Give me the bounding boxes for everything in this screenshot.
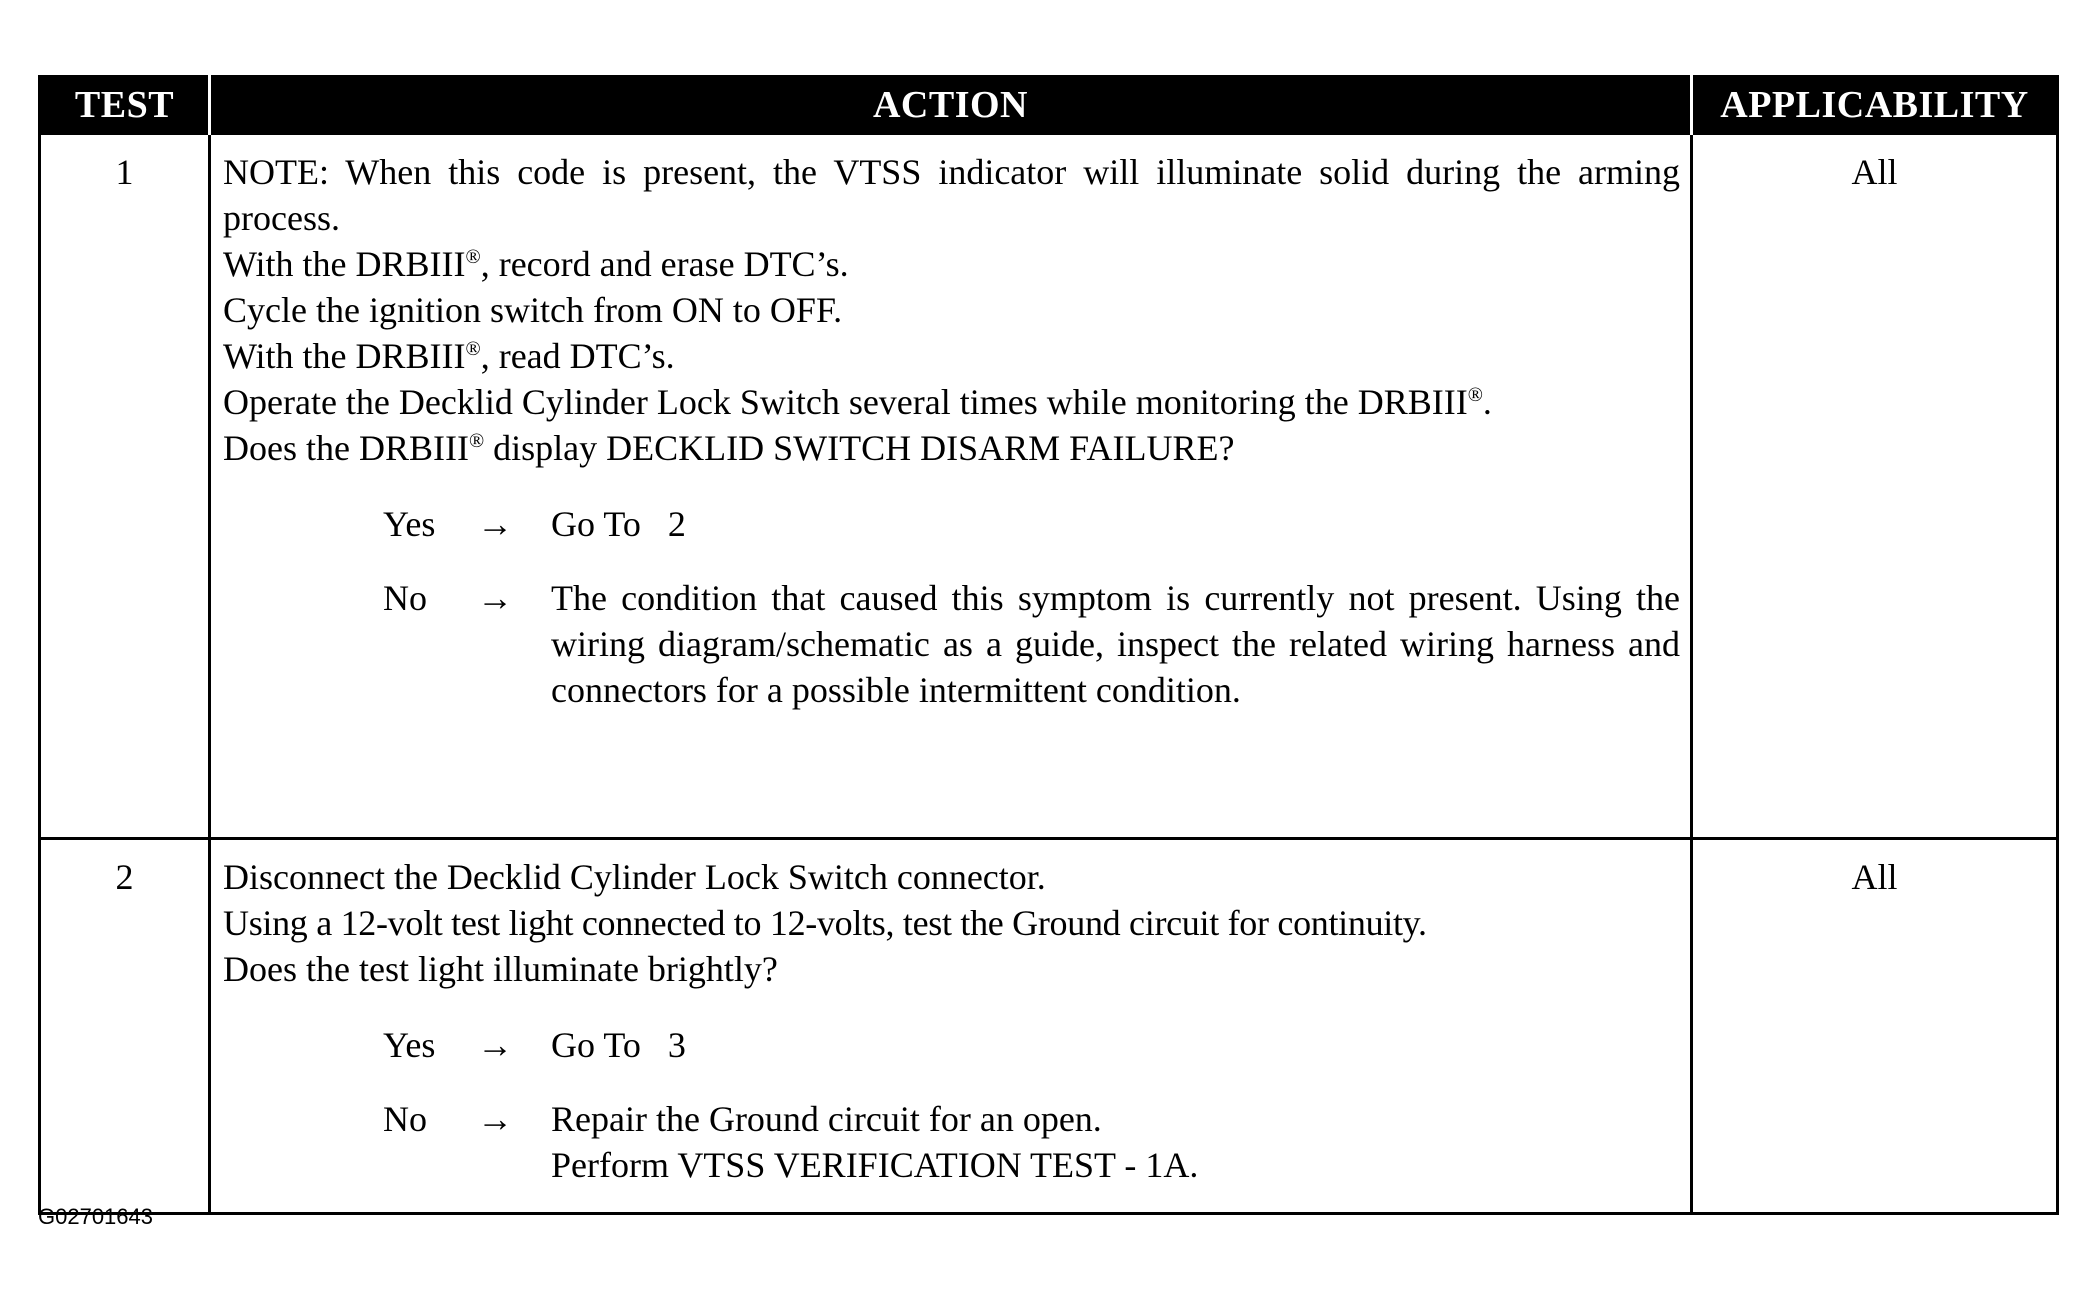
- action-step: Cycle the ignition switch from ON to OFF.: [223, 290, 843, 330]
- action-step: With the DRBIII®, read DTC’s.: [223, 336, 675, 376]
- right-arrow-icon: →: [477, 1025, 513, 1065]
- no-label: No: [383, 578, 427, 618]
- registered-mark: ®: [1467, 384, 1483, 406]
- yes-result: Go To 2: [551, 504, 686, 544]
- no-result-line: Perform VTSS VERIFICATION TEST - 1A.: [551, 1145, 1199, 1185]
- header-action: ACTION: [210, 77, 1692, 134]
- test-number: 1: [40, 134, 210, 839]
- yes-branch: [383, 1022, 1680, 1068]
- action-note: NOTE: When this code is present, the VTSS indicator will illuminate solid during the arming process.: [223, 152, 1680, 238]
- right-arrow-icon: →: [477, 1099, 513, 1139]
- registered-mark: ®: [465, 338, 481, 360]
- table-row: [40, 134, 2058, 839]
- header-applicability: APPLICABILITY: [1692, 77, 2058, 134]
- applicability-value: All: [1692, 839, 2058, 1214]
- no-result: [551, 1096, 1680, 1188]
- yes-label: Yes: [383, 504, 436, 544]
- yes-branch: [383, 501, 1680, 547]
- action-step: Using a 12-volt test light connected to 12-volts, test the Ground circuit for continuity.: [223, 903, 1427, 943]
- no-branch: [383, 575, 1680, 713]
- right-arrow-icon: →: [477, 578, 513, 618]
- action-step: Operate the Decklid Cylinder Lock Switch several times while monitoring the DRBIII®.: [223, 382, 1492, 422]
- action-cell: [210, 839, 1692, 1214]
- right-arrow-icon: →: [477, 504, 513, 544]
- action-step: With the DRBIII®, record and erase DTC’s.: [223, 244, 849, 284]
- applicability-value: All: [1692, 134, 2058, 839]
- action-question: Does the test light illuminate brightly?: [223, 949, 778, 989]
- header-test: TEST: [40, 77, 210, 134]
- action-step: Disconnect the Decklid Cylinder Lock Switch connector.: [223, 857, 1046, 897]
- yes-result: Go To 3: [551, 1025, 686, 1065]
- test-number: 2: [40, 839, 210, 1214]
- diagnostic-test-table: [38, 75, 2059, 1215]
- registered-mark: ®: [468, 430, 485, 452]
- no-branch: [383, 1096, 1680, 1188]
- table-row: [40, 839, 2058, 1214]
- yes-label: Yes: [383, 1025, 436, 1065]
- table-header-row: [40, 77, 2058, 134]
- registered-mark: ®: [465, 246, 481, 268]
- no-label: No: [383, 1099, 427, 1139]
- action-cell: [210, 134, 1692, 839]
- no-result: The condition that caused this symptom is currently not present. Using the wiring diagram/schematic as a guide, inspect the related wiring harness and connectors for a possible intermittent condition.: [551, 578, 1680, 710]
- no-result-line: Repair the Ground circuit for an open.: [551, 1099, 1102, 1139]
- action-question: Does the DRBIII® display DECKLID SWITCH DISARM FAILURE?: [223, 428, 1235, 468]
- figure-id: G02701643: [38, 1204, 153, 1229]
